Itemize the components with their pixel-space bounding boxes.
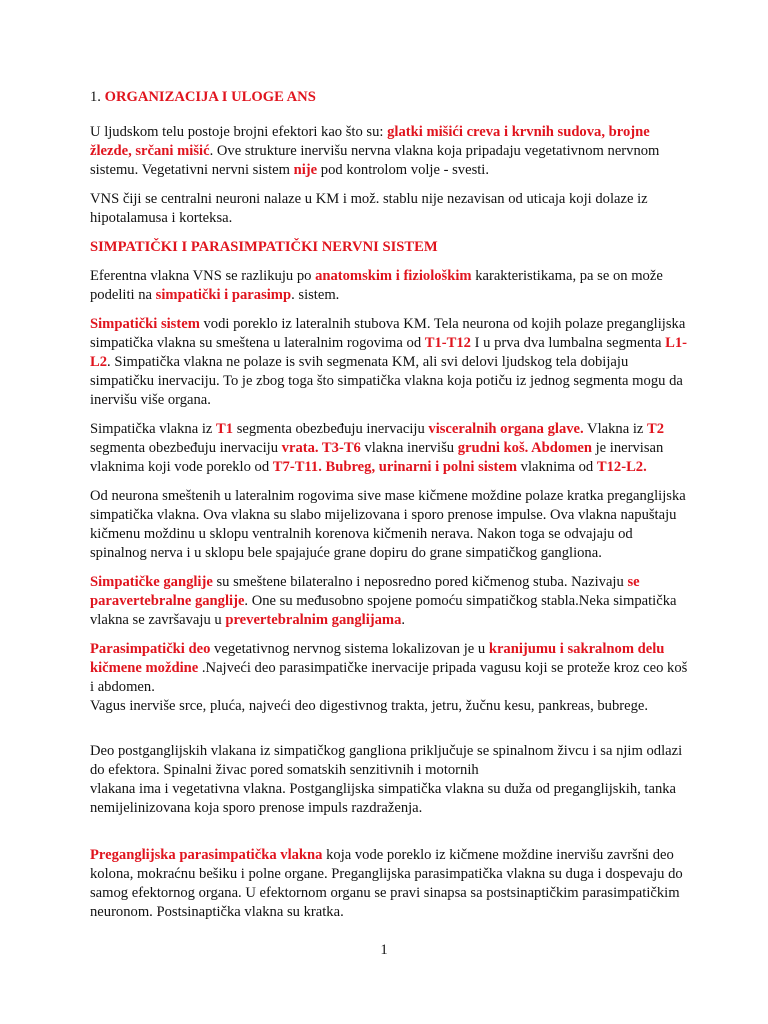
text-run: je inervisan vlaknima koji vode poreklo od [90,440,664,475]
text-run: segmenta obezbeđuju inervaciju [90,440,282,456]
paragraph-simpaticke-ganglije [90,573,690,630]
highlighted-term: glatki mišići creva i krvnih sudova, brojne žlezde, srčani mišić [90,124,650,159]
highlighted-term: visceralnih organa glave. [428,421,584,437]
highlighted-term: T2 [647,421,665,437]
highlighted-term: T1 [216,421,234,437]
highlighted-term: Parasimpatički deo [90,641,211,657]
heading-organizacija [90,88,690,107]
paragraph-vns [90,190,690,228]
text-run: . [401,612,406,628]
heading-text: ORGANIZACIJA I ULOGE ANS [104,89,316,105]
text-run: Simpatička vlakna iz [90,421,217,437]
highlighted-term: nije [293,162,318,178]
text-run: koja vode poreklo iz kičmene moždine inervišu završni deo kolona, mokraćnu bešiku i polne organe. Preganglijska parasimpatička vlakna su duga i dospevaju do samog efektornog organa. U efektornom organu se pravi sinapsa sa postsinaptičkim parasimpatičkim neuronom. Postsinaptička vlakna su kratka. [90,847,683,920]
paragraph-preganglijska-vlakna [90,487,690,563]
highlighted-term: simpatički i parasimp [155,287,292,303]
highlighted-term: Simpatički sistem [90,316,200,332]
highlighted-term: kranijumu i sakralnom delu kičmene moždine [90,641,665,676]
text-run: . One su međusobno spojene pomoću simpatičkog stabla.Neka simpatička vlakna se završavaju u [90,593,677,628]
highlighted-term: se paravertebralne ganglije [90,574,640,609]
page-number: 1 [380,942,388,958]
text-run: Vlakna iz [583,421,648,437]
text-run: Eferentna vlakna VNS se razlikuju po [90,268,316,284]
text-run: vlakna inervišu [360,440,458,456]
highlighted-term: T1-T12 [424,335,471,351]
highlighted-term: Preganglijska parasimpatička vlakna [90,847,323,863]
paragraph-simpaticki-sistem [90,315,690,410]
highlighted-term: anatomskim i fiziološkim [315,268,472,284]
text-run: karakteristikama, pa se on može podeliti na [90,268,663,303]
highlighted-term: grudni koš. Abdomen [457,440,592,456]
paragraph-parasimpaticka-vlakna [90,846,690,922]
text-run: vlaknima od [517,459,597,475]
paragraph-segmenti [90,420,690,477]
highlighted-term: prevertebralnim ganglijama [225,612,402,628]
paragraph-eferentna-vlakna [90,267,690,305]
text-run: . sistem. [291,287,340,303]
highlighted-term: T12-L2. [596,459,647,475]
paragraph-postganglijska [90,742,690,818]
text-run: . Simpatička vlakna ne polaze is svih segmenata KM, ali svi delovi ljudskog tela dobijaju simpatičku inervaciju. To je zbog toga što simpatička vlakna koja potiču iz jednog segmenta mogu da inervišu više organa. [90,354,683,408]
text-run: pod kontrolom volje - svesti. [317,162,490,178]
text-run: .Najveći deo parasimpatičke inervacije pripada vagusu koji se proteže kroz ceo koš i abdomen. [90,660,688,695]
text-run: . Ove strukture inervišu nervna vlakna koja pripadaju vegetativnom nervnom sistemu. Vegetativni nervni sistem [90,143,660,178]
text-run: segmenta obezbeđuju inervaciju [233,421,429,437]
highlighted-term: T7-T11. Bubreg, urinarni i polni sistem [272,459,518,475]
text-run: VNS čiji se centralni neuroni nalaze u KM i mož. stablu nije nezavisan od uticaja koji dolaze iz hipotalamusa i korteksa. [90,191,648,226]
text-run: vodi poreklo iz lateralnih stubova KM. Tela neurona od kojih polaze preganglijska simpatička vlakna su smeštena u lateralnim rogovima od [90,316,686,351]
heading-simpaticki-parasimpaticki: SIMPATIČKI I PARASIMPATIČKI NERVNI SISTEM [90,239,438,255]
page-content [90,88,690,932]
text-run: U ljudskom telu postoje brojni efektori kao što su: [90,124,388,140]
text-run: vegetativnog nervnog sistema lokalizovan je u [210,641,489,657]
highlighted-term: vrata. T3-T6 [281,440,361,456]
highlighted-term: L1-L2 [90,335,687,370]
paragraph-line: vlakana ima i vegetativna vlakna. Postganglijska simpatička vlakna su duža od preganglijskih, tanka nemijelinizovana koja sporo prenose impuls razdraženja. [90,781,677,816]
text-run: su smeštene bilateralno i neposredno pored kičmenog stuba. Nazivaju [212,574,628,590]
text-run: Od neurona smeštenih u lateralnim rogovima sive mase kičmene moždine polaze kratka preganglijska simpatička vlakna. Ova vlakna su slabo mijelizovana i sporo prenose impulse. Ova vlakna napuštaju kičmenu moždinu u sklopu ventralnih korenova kičmenih nerava. Nakon toga se odvajaju od spinalnog nerva i u sklopu bele spajajuće grane dopiru do grane simpatičkog gangliona. [90,488,686,561]
paragraph-parasimpaticki-deo [90,640,690,697]
paragraph-vagus: Vagus inerviše srce, pluća, najveći deo digestivnog trakta, jetru, žučnu kesu, pankreas, bubrege. [90,698,649,714]
highlighted-term: Simpatičke ganglije [90,574,213,590]
paragraph-line: Deo postganglijskih vlakana iz simpatičkog gangliona priključuje se spinalnom živcu i sa njim odlazi do efektora. Spinalni živac pored somatskih senzitivnih i motornih [90,743,683,778]
heading-number: 1. [90,89,105,105]
text-run: I u prva dva lumbalna segmenta [470,335,666,351]
paragraph-efektori [90,123,690,180]
